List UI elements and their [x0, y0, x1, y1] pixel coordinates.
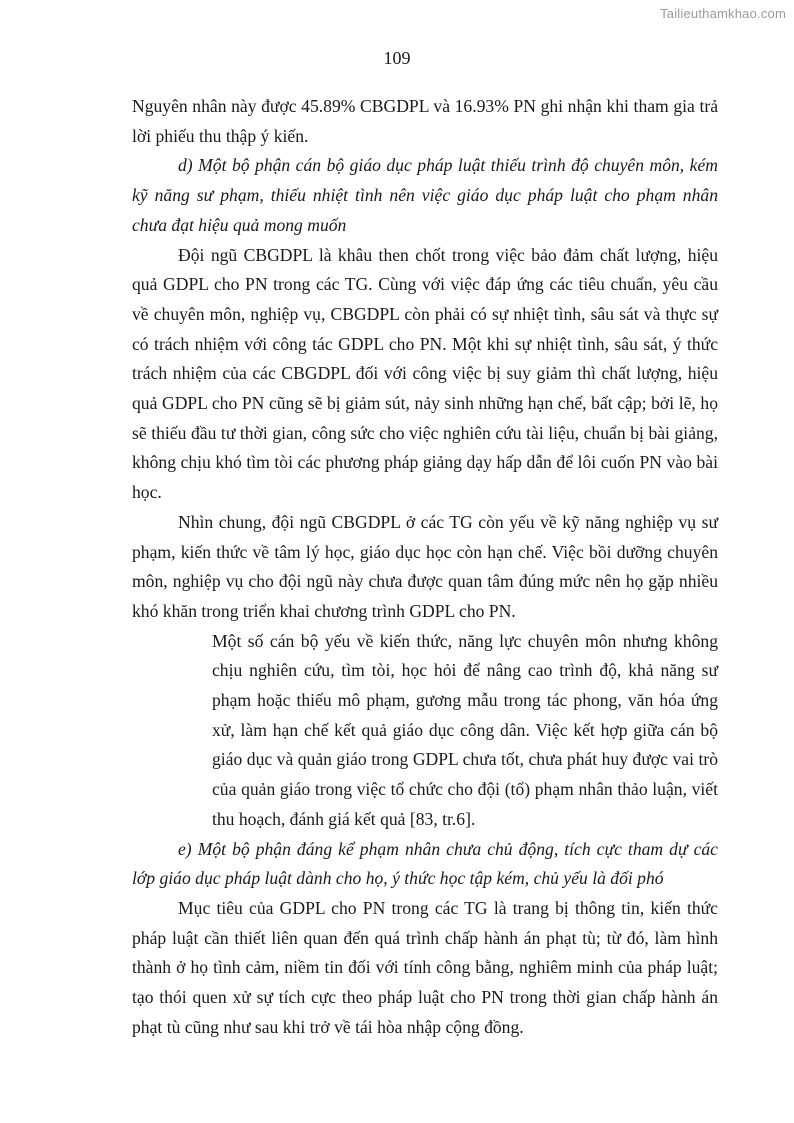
paragraph: Mục tiêu của GDPL cho PN trong các TG là trang bị thông tin, kiến thức pháp luật cần thiết liên quan đến quá trình chấp hành án phạt tù; từ đó, làm hình thành ở họ tình cảm, niềm tin đối với tính công bằng, nghiêm minh của pháp luật; tạo thói quen xử sự tích cực theo pháp luật cho PN trong thời gian chấp hành án phạt tù cũng như sau khi trở về tái hòa nhập cộng đồng.	[132, 897, 718, 1037]
paragraph: Nhìn chung, đội ngũ CBGDPL ở các TG còn yếu về kỹ năng nghiệp vụ sư phạm, kiến thức về tâm lý học, giáo dục học còn hạn chế. Việc bồi dưỡng chuyên môn, nghiệp vụ cho đội ngũ này chưa được quan tâm đúng mức nên họ gặp nhiều khó khăn trong triển khai chương trình GDPL cho PN.	[132, 511, 718, 621]
page-number: 109	[383, 48, 411, 68]
section-heading-e: e) Một bộ phận đáng kể phạm nhân chưa chủ động, tích cực tham dự các lớp giáo dục pháp luật dành cho họ, ý thức học tập kém, chủ yếu là đối phó	[132, 838, 718, 889]
block-quote: Một số cán bộ yếu về kiến thức, năng lực chuyên môn nhưng không chịu nghiên cứu, tìm tòi, học hỏi để nâng cao trình độ, khả năng sư phạm hoặc thiếu mô phạm, gương mẫu trong tác phong, văn hóa ứng xử, làm hạn chế kết quả giáo dục công dân. Việc kết hợp giữa cán bộ giáo dục và quản giáo trong GDPL chưa tốt, chưa phát huy được vai trò của quản giáo trong việc tổ chức cho đội (tổ) phạm nhân thảo luận, viết thu hoạch, đánh giá kết quả [83, tr.6].	[212, 630, 718, 829]
section-heading-d: d) Một bộ phận cán bộ giáo dục pháp luật thiếu trình độ chuyên môn, kém kỹ năng sư phạm, thiếu nhiệt tình nên việc giáo dục pháp luật cho phạm nhân chưa đạt hiệu quả mong muốn	[132, 155, 718, 235]
paragraph: Đội ngũ CBGDPL là khâu then chốt trong việc bảo đảm chất lượng, hiệu quả GDPL cho PN trong các TG. Cùng với việc đáp ứng các tiêu chuẩn, yêu cầu về chuyên môn, nghiệp vụ, CBGDPL còn phải có sự nhiệt tình, sâu sát và thực sự có trách nhiệm với công tác GDPL cho PN. Một khi sự nhiệt tình, sâu sát, ý thức trách nhiệm của các CBGDPL đối với công việc bị suy giảm thì chất lượng, hiệu quả GDPL cho PN cũng sẽ bị giảm sút, nảy sinh những hạn chế, bất cập; bởi lẽ, họ sẽ thiếu đầu tư thời gian, công sức cho việc nghiên cứu tài liệu, chuẩn bị bài giảng, không chịu khó tìm tòi các phương pháp giảng dạy hấp dẫn để lôi cuốn PN vào bài học.	[132, 244, 718, 503]
paragraph-continuation: Nguyên nhân này được 45.89% CBGDPL và 16.93% PN ghi nhận khi tham gia trả lời phiếu thu thập ý kiến.	[132, 96, 718, 146]
document-body	[132, 92, 718, 1043]
watermark-text: Tailieuthamkhao.com	[660, 6, 786, 21]
